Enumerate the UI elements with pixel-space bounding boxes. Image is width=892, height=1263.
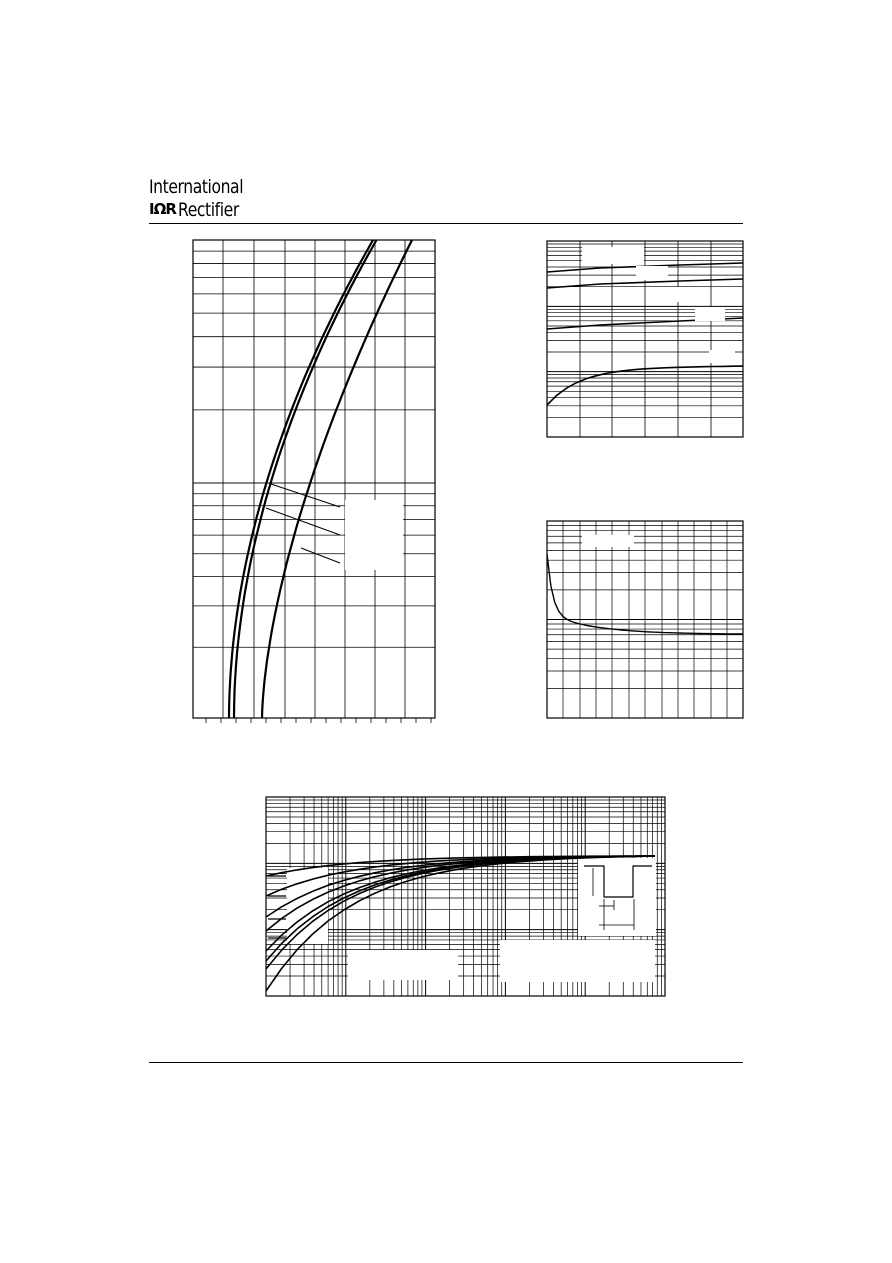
bot-chart-curve-5 xyxy=(266,856,655,951)
middle-right-chart xyxy=(547,521,743,718)
bot-chart-note-box-2 xyxy=(500,940,655,982)
big-chart-curve-2 xyxy=(234,240,377,718)
mr-chart-curve xyxy=(547,554,743,634)
logo-line-rectifier xyxy=(149,199,252,221)
bot-chart-curve-6 xyxy=(266,856,655,961)
bot-chart-legend-box xyxy=(287,868,328,944)
header-rule xyxy=(149,223,743,224)
tr-chart-curve-4 xyxy=(547,366,743,405)
tr-chart-label-box-1 xyxy=(582,247,644,264)
logo-line-international: International xyxy=(149,176,244,198)
big-chart-curve-3 xyxy=(262,240,412,718)
tr-chart-label-box-5 xyxy=(709,350,735,363)
bottom-chart xyxy=(266,797,665,996)
big-chart-curve-1 xyxy=(229,240,373,718)
mr-chart-frame xyxy=(547,521,743,718)
top-right-chart xyxy=(547,241,743,437)
footer-rule xyxy=(149,1062,743,1063)
tr-chart-curve-2 xyxy=(547,279,743,288)
big-chart-callout-2 xyxy=(266,508,340,535)
logo-word-rectifier: Rectifier xyxy=(177,199,239,221)
bot-chart-pulse-wave xyxy=(584,866,652,897)
big-chart xyxy=(193,240,435,723)
bot-chart-curve-1 xyxy=(266,856,655,876)
big-chart-frame xyxy=(193,240,435,718)
tr-chart-curve-1 xyxy=(547,263,743,272)
bot-chart-frame xyxy=(266,797,665,996)
big-chart-label-box xyxy=(345,500,403,570)
tr-chart-curve-3 xyxy=(547,318,743,329)
tr-chart-label-box-3 xyxy=(664,287,696,302)
big-chart-callout-1 xyxy=(271,484,340,507)
tr-chart-label-box-4 xyxy=(695,307,725,321)
bot-chart-curve-2 xyxy=(266,856,655,896)
tr-chart-label-box-2 xyxy=(636,266,668,280)
bot-chart-curve-8 xyxy=(266,856,655,991)
mr-chart-label-box xyxy=(582,535,634,547)
tr-chart-frame xyxy=(547,241,743,437)
bot-chart-curve-3 xyxy=(266,856,655,917)
big-chart-callout-3 xyxy=(301,548,340,563)
bot-chart-curve-7 xyxy=(266,856,655,969)
bot-chart-pulse-box xyxy=(578,858,656,936)
bot-chart-curve-4 xyxy=(266,856,655,931)
ior-logo-mark: IΩR xyxy=(149,200,176,218)
bot-chart-note-box xyxy=(348,950,458,980)
